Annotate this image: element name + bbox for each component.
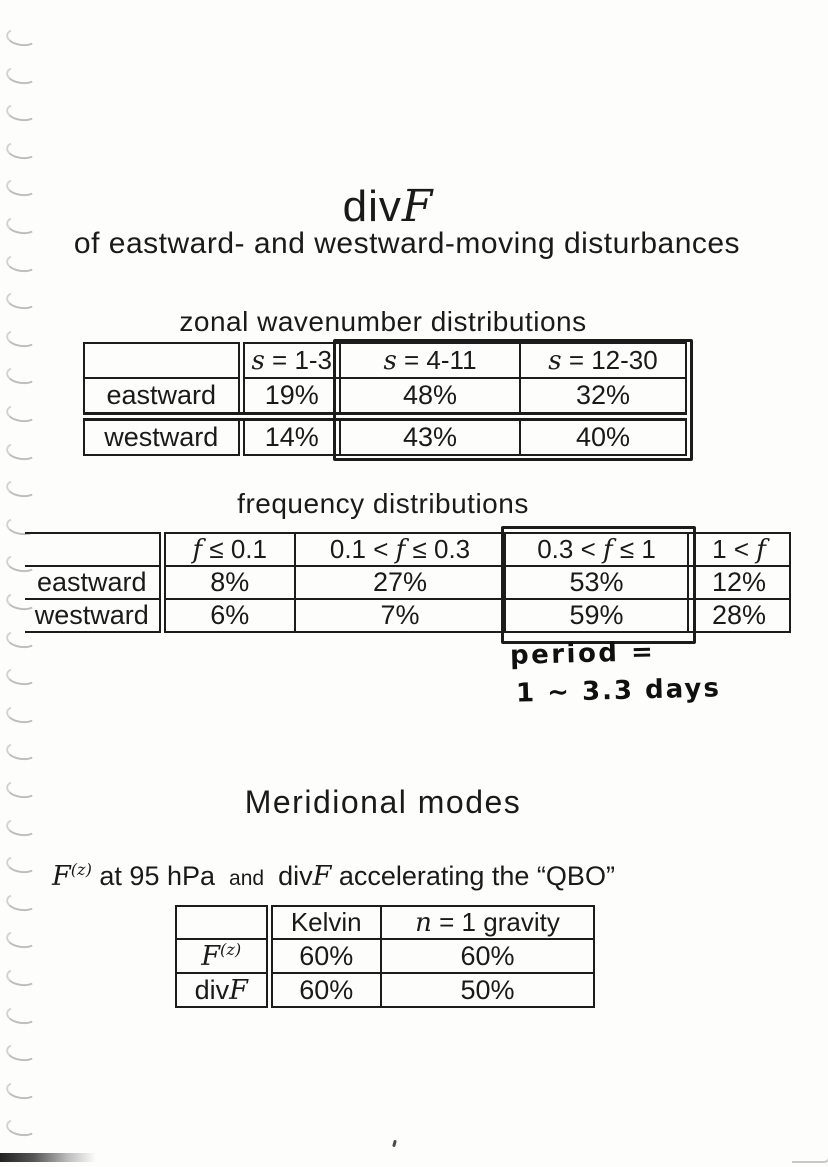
- binding-hole-mark: [5, 891, 38, 913]
- column-header: n = 1 gravity: [381, 906, 594, 939]
- table-row: [176, 973, 594, 1007]
- table-cell: 27%: [295, 566, 505, 599]
- table-cell: 59%: [505, 599, 688, 632]
- frequency-table-caption: frequency distributions: [237, 488, 529, 519]
- div-f-symbol: F: [312, 861, 332, 892]
- table-row: [84, 417, 686, 456]
- title-variable: F: [401, 181, 434, 232]
- column-header: s = 4-11: [340, 343, 520, 378]
- binding-hole-mark: [5, 26, 38, 48]
- column-header: Kelvin: [269, 906, 381, 939]
- table-cell: 7%: [295, 599, 505, 632]
- column-header: 0.1 < f ≤ 0.3: [295, 533, 505, 566]
- table-header-row: [176, 906, 594, 939]
- table-cell: 28%: [688, 599, 790, 632]
- binding-hole-mark: [5, 1116, 38, 1138]
- binding-hole-mark: [5, 665, 38, 687]
- column-header: 1 < f: [688, 533, 790, 566]
- corner-cell: [84, 343, 241, 378]
- table-cell: 60%: [381, 939, 594, 973]
- table-cell: 19%: [241, 378, 340, 417]
- binding-hole-mark: [5, 1004, 38, 1026]
- table-cell: 60%: [269, 939, 381, 973]
- table-cell: 53%: [505, 566, 688, 599]
- row-label: divF: [176, 973, 269, 1007]
- title-prefix: div: [342, 182, 402, 231]
- table-row: [84, 378, 686, 417]
- row-label: eastward: [84, 378, 241, 417]
- handwritten-period-value: 1 ~ 3.3 days: [515, 673, 722, 709]
- binding-hole-mark: [5, 1079, 38, 1101]
- binding-hole-mark: [5, 139, 38, 161]
- binding-hole-mark: [5, 928, 38, 950]
- corner-cell: [25, 533, 162, 566]
- page-title: [0, 181, 802, 232]
- meridional-modes-heading: Meridional modes: [244, 784, 522, 820]
- table-cell: 48%: [340, 378, 520, 417]
- handwritten-period-label: period =: [509, 637, 656, 671]
- table-header-row: [25, 533, 790, 566]
- meridional-subheading: $F^{(z)}$ at 95 hPa and divF accelerating the “QBO”: [52, 860, 615, 892]
- binding-hole-mark: [5, 703, 38, 725]
- table-row: [176, 939, 594, 973]
- table-cell: 60%: [269, 973, 381, 1007]
- binding-hole-mark: [5, 364, 38, 386]
- row-label: eastward: [25, 566, 162, 599]
- frequency-table: [25, 532, 791, 633]
- binding-hole-mark: [5, 853, 38, 875]
- binding-hole-mark: [5, 966, 38, 988]
- table-cell: 32%: [520, 378, 686, 417]
- corner-cell: [176, 906, 269, 939]
- table-cell: 8%: [162, 566, 295, 599]
- column-header: f ≤ 0.1: [162, 533, 295, 566]
- meridional-modes-table: [175, 905, 595, 1008]
- scan-speck: [392, 1140, 397, 1148]
- binding-hole-mark: [5, 740, 38, 762]
- table-cell: 6%: [162, 599, 295, 632]
- binding-hole-mark: [5, 101, 38, 123]
- table-cell: 40%: [520, 417, 686, 456]
- table-row: [25, 566, 790, 599]
- column-header: s = 12-30: [520, 343, 686, 378]
- column-header: 0.3 < f ≤ 1: [505, 533, 688, 566]
- column-header: s = 1-3: [241, 343, 340, 378]
- table-cell: 43%: [340, 417, 520, 456]
- binding-hole-mark: [5, 64, 38, 86]
- row-label: westward: [84, 417, 241, 456]
- table-header-row: [84, 343, 686, 378]
- table-cell: 12%: [688, 566, 790, 599]
- f-z-symbol: F: [52, 861, 71, 892]
- binding-hole-mark: [5, 440, 38, 462]
- table-cell: 50%: [381, 973, 594, 1007]
- scan-smudge-bottom-right: [792, 1148, 828, 1163]
- binding-hole-mark: [5, 402, 38, 424]
- zonal-table-caption: zonal wavenumber distributions: [179, 306, 587, 337]
- binding-hole-mark: [5, 1041, 38, 1063]
- row-label: $F^{(z)}$: [176, 939, 269, 973]
- row-label: westward: [25, 599, 162, 632]
- table-cell: 14%: [241, 417, 340, 456]
- scan-smudge-bottom-left: [0, 1153, 96, 1162]
- page-subtitle: of eastward- and westward-moving disturbances: [73, 227, 741, 260]
- zonal-wavenumber-table: [83, 342, 687, 456]
- table-row: [25, 599, 790, 632]
